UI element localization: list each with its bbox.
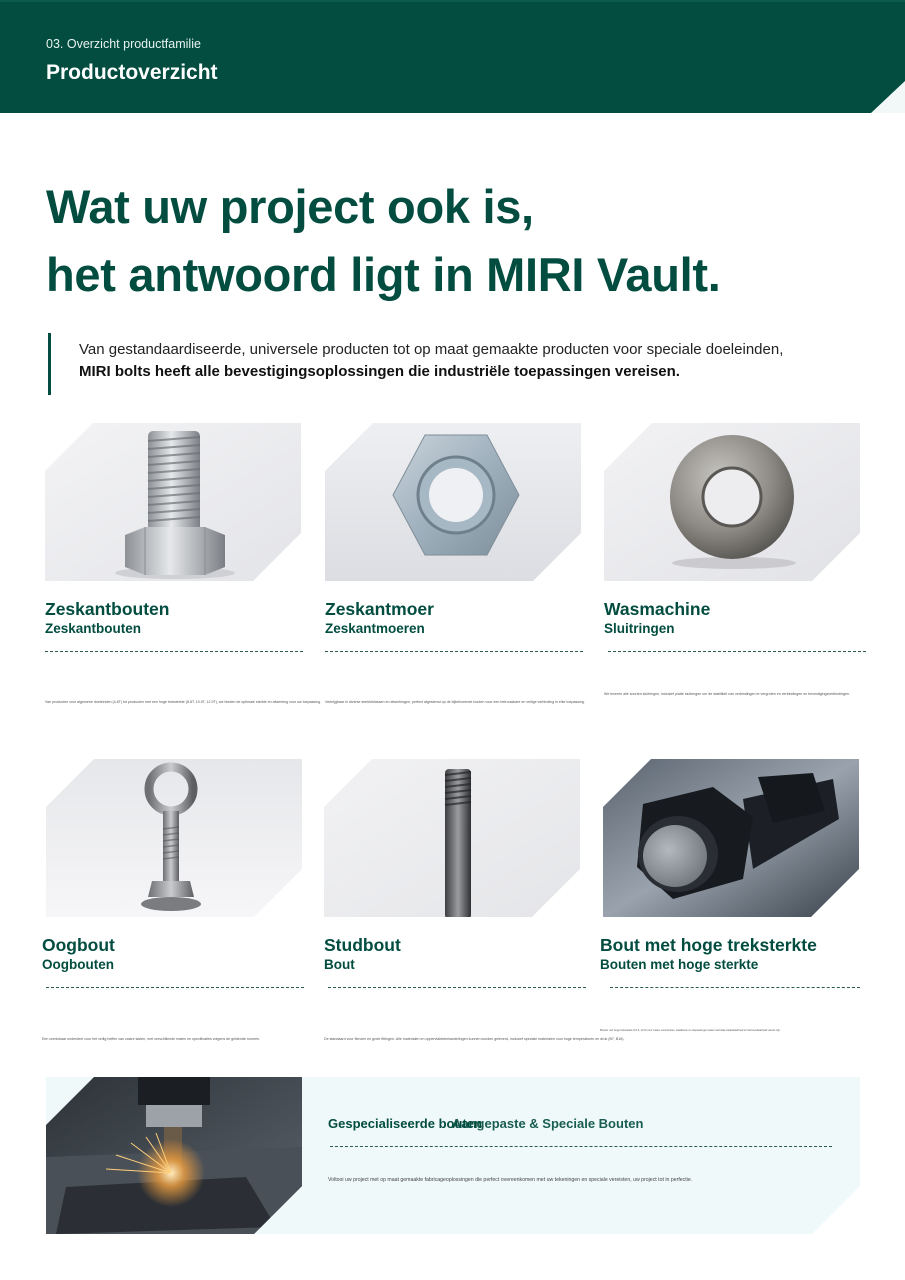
product-description: Verkrijgbaar in diverse sterkteklassen en afwerkingen, perfect afgestemd op de bijbehorende bouten voor een betrouwbare en veilige verbinding in elke toepassing. <box>325 700 585 704</box>
product-card-hex-nut <box>325 423 587 705</box>
page-headline <box>46 173 721 309</box>
card-divider <box>46 987 304 988</box>
product-description: Een onmisbaar onderdeel voor het veilig heffen van zware lasten, met verschillende maten en specificaties volgens de geldende normen. <box>42 1037 261 1041</box>
stud-bolt-photo <box>324 759 580 917</box>
washer-photo <box>604 423 860 581</box>
card-divider <box>45 651 303 652</box>
card-divider <box>328 987 586 988</box>
banner-description: Voltooi uw project met op maat gemaakte fabricageoplossingen die perfect overeenkomen met uw tekeningen en speciale vereisten, uw project tot in perfectie. <box>328 1177 693 1183</box>
cnc-machining-photo <box>46 1077 302 1234</box>
product-subtitle: Oogbouten <box>42 957 114 972</box>
page-header <box>0 0 905 113</box>
product-card-eye-bolt <box>42 759 304 1042</box>
product-card-stud-bolt <box>324 759 625 1042</box>
product-card-washer <box>604 423 866 697</box>
banner-divider <box>330 1146 832 1147</box>
product-subtitle: Zeskantmoeren <box>325 621 425 636</box>
card-divider <box>610 987 860 988</box>
product-title: Bout met hoge treksterkte <box>600 935 817 955</box>
product-subtitle: Bouten met hoge sterkte <box>600 957 759 972</box>
eye-bolt-photo <box>46 759 302 917</box>
intro-line-2: MIRI bolts heeft alle bevestigingsoplossingen die industriële toepassingen vereisen. <box>79 363 680 380</box>
product-description: We leveren alle soorten sluitringen, inclusief platte sluitringen om de stabiliteit van verbindingen te vergroten en verbindingen en bevestigingsverbindingen. <box>604 692 850 696</box>
section-label: 03. Overzicht productfamilie <box>46 37 201 51</box>
header-corner-accent <box>871 81 905 113</box>
product-title: Oogbout <box>42 935 115 955</box>
product-title: Wasmachine <box>604 599 711 619</box>
headline-line-1: Wat uw project ook is, <box>46 180 534 233</box>
product-description: De standaard voor flenzen en grote fittingen. Alle materialen en oppervlaktebehandelingen kunnen worden geleverd, inclusief speciale materialen voor hoge temperaturen en druk (B7, B16). <box>324 1037 625 1041</box>
hex-bolt-photo <box>45 423 301 581</box>
intro-line-1: Van gestandaardiseerde, universele producten tot op maat gemaakte producten voor speciale doeleinden, <box>79 341 784 358</box>
intro-quote <box>48 333 783 395</box>
product-title: Studbout <box>324 935 401 955</box>
card-divider <box>608 651 866 652</box>
product-card-hex-bolt <box>45 423 322 705</box>
headline-line-2: het antwoord ligt in MIRI Vault. <box>46 248 721 301</box>
product-description: Bouten met hoge treksterkte (10.9, 12.9) voor zware constructies, staalbouw en toepassingen waar maximale belastbaarheid en betrouwbaarheid vereist zijn. <box>600 1029 781 1032</box>
card-divider <box>325 651 583 652</box>
product-description: Van producten voor algemene doeleinden (4.8T) tot producten met een hoge treksterkte (8.8T, 10.9T, 12.9T), we bieden de optimale sterkte en afwerking voor uw toepassing. <box>45 700 322 704</box>
product-card-high-strength-bolt <box>600 759 862 1033</box>
product-title: Zeskantmoer <box>325 599 434 619</box>
hex-nut-photo <box>325 423 581 581</box>
specialized-bolts-banner <box>46 1077 860 1234</box>
banner-title: Gespecialiseerde bouten <box>328 1116 482 1131</box>
product-title: Zeskantbouten <box>45 599 170 619</box>
high-strength-bolt-photo <box>603 759 859 917</box>
product-subtitle: Zeskantbouten <box>45 621 142 636</box>
header-title: Productoverzicht <box>46 61 218 84</box>
banner-title-overlay: Aangepaste & Speciale Bouten <box>452 1116 644 1131</box>
product-subtitle: Sluitringen <box>604 621 675 636</box>
product-subtitle: Bout <box>324 957 355 972</box>
